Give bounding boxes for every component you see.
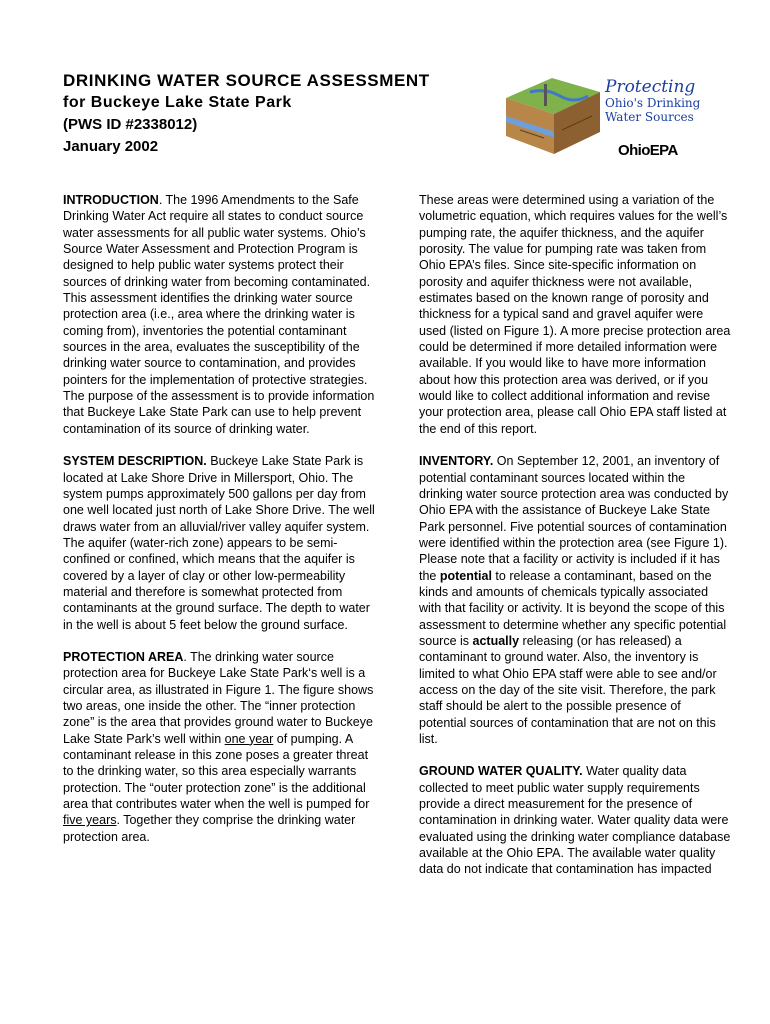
logo-line-ohios: Ohio's Drinking bbox=[605, 96, 701, 110]
protection-area-paragraph bbox=[63, 649, 381, 845]
logo-line-protecting: Protecting bbox=[605, 77, 696, 97]
introduction-body: . The 1996 Amendments to the Safe Drinking Water Act require all states to conduct source water assessments for all public water systems. Ohio’s Source Water Assessment and Protection Program is designed to help public water systems protect their sources of drinking water from becoming contaminated. This assessment identifies the drinking water source protection area (i.e., area where the drinking water is coming from), inventories the potential contaminant sources in the area, evaluates the susceptibility of the drinking water source to contamination, and provides pointers for the implementation of protective strategies. The purpose of the assessment is to provide information that Buckeye Lake State Park can use to help prevent contamination of its source of drinking water. bbox=[63, 193, 375, 436]
actually-bold: actually bbox=[472, 633, 520, 648]
ground-water-quality-heading: GROUND WATER QUALITY. bbox=[419, 764, 583, 779]
one-year-underlined: one year bbox=[224, 731, 274, 746]
protection-area-heading: PROTECTION AREA bbox=[63, 649, 184, 664]
five-years-underlined: five years bbox=[63, 813, 117, 828]
system-description-paragraph bbox=[63, 453, 381, 633]
protecting-water-logo bbox=[500, 70, 718, 164]
potential-bold: potential bbox=[439, 568, 492, 583]
inventory-paragraph bbox=[419, 453, 731, 747]
document-header bbox=[63, 70, 483, 158]
right-column bbox=[419, 192, 731, 894]
logo-text bbox=[605, 78, 700, 124]
protection-area-continuation: These areas were determined using a variation of the volumetric equation, which requires values for the well’s pumping rate, the aquifer thickness, and the aquifer porosity. The value for pumping rate was taken from Ohio EPA’s files. Since site-specific information on porosity and aquifer thickness were not available, estimates based on the known range of porosity and thickness for a typical sand and gravel aquifer were used (listed on Figure 1). A more precise protection area could be determined if more detailed information were available. If you would like to have more information about how this protection area was derived, or if you would like to collect additional information and revise your protection area, please call Ohio EPA staff listed at the end of this report. bbox=[419, 193, 731, 436]
protection-area-body-2: of pumping. A contaminant release in this zone poses a greater threat to the drinking water, so this area especially warrants protection. The “outer protection zone” is the additional area that contributes water when the well is pumped for bbox=[63, 731, 370, 812]
protection-area-body-1: . The drinking water source protection area for Buckeye Lake State Park‘s well is a circular area, as illustrated in Figure 1. The figure shows two areas, one inside the other. The “inner protection zone” is the area that provides ground water to Buckeye Lake State Park’s well within bbox=[63, 649, 374, 746]
inventory-body-1: On September 12, 2001, an inventory of potential contaminant sources located within the drinking water source protection area was conducted by Ohio EPA with the assistance of Buckeye Lake State Park personnel. Five potential sources of contamination were identified within the protection area (see Figure 1). Please note that a facility or activity is included if it has the bbox=[419, 454, 729, 583]
ground-water-quality-paragraph bbox=[419, 763, 731, 877]
inventory-body-2: to release a contaminant, based on the kinds and amounts of chemicals typically associated with that facility or activity. It is beyond the scope of this assessment to determine whether any specific potential source is bbox=[419, 568, 727, 648]
system-description-body: Buckeye Lake State Park is located at Lake Shore Drive in Millersport, Ohio. The system pumps approximately 500 gallons per day from one well located just north of Lake Shore Drive. The well draws water from an alluvial/river valley aquifer system. The aquifer (water-rich zone) appears to be semi-confined or confined, which means that the aquifer is covered by a layer of clay or other low-permeability material and therefore is somewhat protected from contaminants at the ground surface. The depth to water in the well is about 5 feet below the ground surface. bbox=[63, 454, 375, 632]
logo-line-water: Water Sources bbox=[605, 110, 694, 124]
system-description-heading: SYSTEM DESCRIPTION. bbox=[63, 454, 207, 469]
report-date: January 2002 bbox=[63, 138, 159, 155]
protection-area-body-3: . Together they comprise the drinking water protection area. bbox=[63, 813, 356, 844]
inventory-heading: INVENTORY. bbox=[419, 454, 494, 469]
pws-id: (PWS ID #2338012) bbox=[63, 116, 198, 133]
inventory-body-3: releasing (or has released) a contaminant to ground water. Also, the inventory is limited to what Ohio EPA staff were able to see and/or access on the day of the site visit. Therefore, the park staff should be alert to the possible presence of potential sources of contamination that are not on this list. bbox=[419, 633, 717, 746]
left-column bbox=[63, 192, 381, 861]
introduction-paragraph bbox=[63, 192, 381, 437]
document-subtitle: for Buckeye Lake State Park bbox=[63, 94, 292, 111]
aquifer-block-icon bbox=[500, 70, 604, 164]
introduction-heading: INTRODUCTION bbox=[63, 193, 159, 207]
document-title: DRINKING WATER SOURCE ASSESSMENT bbox=[63, 71, 430, 90]
ohio-epa-logo: OhioEPA bbox=[618, 142, 678, 159]
ground-water-quality-body: Water quality data collected to meet public water supply requirements provide a direct measurement for the presence of contamination in drinking water. Water quality data were evaluated using the drinking water compliance database available at the Ohio EPA. The available water quality data do not indicate that contamination has impacted bbox=[419, 764, 731, 877]
